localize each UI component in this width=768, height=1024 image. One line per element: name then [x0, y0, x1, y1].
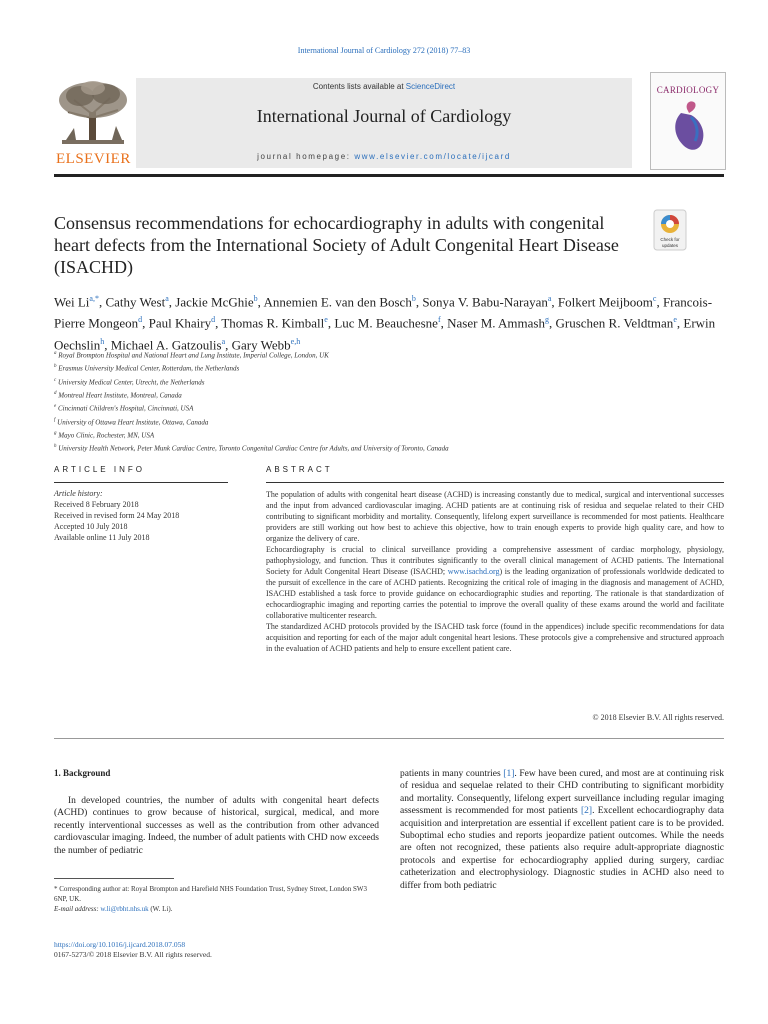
author-6[interactable]: Folkert Meijboom [557, 294, 653, 310]
reference-1-link[interactable]: [1] [503, 769, 515, 779]
author-affiliation-marker[interactable]: c [652, 294, 657, 303]
author-11[interactable]: Naser M. Ammash [447, 315, 545, 331]
affiliation-item [54, 415, 724, 428]
affiliation-item [54, 428, 724, 441]
author-4[interactable]: Annemien E. van den Bosch [263, 294, 412, 310]
author-9[interactable]: Thomas R. Kimball [221, 315, 325, 331]
journal-homepage-line [136, 152, 632, 161]
abstract-rule [266, 482, 724, 483]
contents-line [136, 82, 632, 91]
email-label: E-mail address: [54, 905, 101, 913]
abstract-paragraph-1: The population of adults with congenital heart disease (ACHD) is increasing constantly due to medical, surgical and interventional successes and the input from advanced cardiovascular imaging. ACHD patients are at continuing risk of residua and sequelae related to their CHD contributing to significant morbidity and mortality. Consequently, lifelong expert surveillance is recommended for most patients. Healthcare providers are still working out how best to achieve this objective, how to train enough experts to provide high quality care, and how to organize the delivery of care. [266, 490, 724, 543]
cover-title: CARDIOLOGY [656, 85, 720, 95]
doi-block [54, 940, 212, 960]
journal-homepage-link[interactable]: www.elsevier.com/locate/ijcard [354, 152, 511, 161]
affiliation-key: b [54, 364, 57, 370]
email-line [54, 904, 379, 914]
history-online: Available online 11 July 2018 [54, 533, 150, 542]
article-info-heading: ARTICLE INFO [54, 465, 145, 474]
affiliation-key: c [54, 377, 57, 383]
author-5[interactable]: Sonya V. Babu-Narayan [422, 294, 548, 310]
elsevier-tree-logo [54, 78, 132, 168]
author-14[interactable]: Michael A. Gatzoulis [110, 336, 222, 352]
author-15[interactable]: Gary Webb [231, 336, 291, 352]
affiliation-key: d [54, 390, 57, 396]
affiliation-text: Erasmus University Medical Center, Rotterdam, the Netherlands [58, 364, 240, 373]
affiliation-text: Montreal Heart Institute, Montreal, Canada [58, 391, 182, 400]
history-revised: Received in revised form 24 May 2018 [54, 511, 180, 520]
journal-title: International Journal of Cardiology [256, 106, 512, 126]
author-affiliation-marker[interactable]: g [544, 315, 549, 325]
author-affiliation-marker[interactable]: d [211, 315, 216, 325]
author-affiliation-marker[interactable]: a [221, 336, 226, 346]
affiliation-text: University Health Network, Peter Munk Cardiac Centre, Toronto Congenital Cardiac Centre for Adults, and University of Toronto, Canada [58, 444, 449, 453]
author-affiliation-marker[interactable]: e [324, 315, 328, 325]
affiliation-item [54, 388, 724, 401]
affiliation-text: Mayo Clinic, Rochester, MN, USA [58, 431, 155, 440]
affiliation-list [54, 348, 724, 455]
body-right-end: . Excellent echocardiography data acquisition and interpretation are essential if excellent patient care is to be provided. Suboptimal echo studies and reports jeopardize patient outcomes. While the needs are often not recognized, these patients also require adult-appropriate diagnostic protocols and expertise for echocardiography applied during surgery, cardiac catheterization and electrophysiology. Diagnostic studies in ACHD also need to differ from both pediatric [400, 806, 724, 891]
affiliation-text: University Medical Center, Utrecht, the Netherlands [57, 377, 205, 386]
author-3[interactable]: Jackie McGhie [175, 294, 254, 310]
section-heading-background: 1. Background [54, 768, 111, 778]
header-divider [54, 174, 724, 177]
isachd-link[interactable]: www.isachd.org [447, 567, 500, 576]
affiliation-text: University of Ottawa Heart Institute, Ottawa, Canada [57, 417, 209, 426]
author-affiliation-marker[interactable]: f [437, 315, 441, 325]
author-affiliation-marker[interactable]: h [100, 336, 105, 346]
body-column-left [54, 795, 379, 857]
author-affiliation-marker[interactable]: b [253, 294, 258, 303]
author-list [54, 290, 724, 354]
affiliation-item [54, 361, 724, 374]
email-link[interactable]: w.li@rbht.nhs.uk [100, 905, 149, 913]
article-title: Consensus recommendations for echocardiography in adults with congenital heart defects from the International Society of Adult Congenital Heart Disease (ISACHD) [54, 213, 619, 277]
affiliation-item [54, 401, 724, 414]
author-separator: , [257, 294, 264, 310]
author-1[interactable]: Wei Li [54, 294, 90, 310]
abstract-p2-end: ) is the leading organization of professionals worldwide dedicated to the pursuit of excellence in the care of ACHD patients. Recognizing the critical role of imaging in the diagnosis and management of ACHD, ISACHD established a task force to provide guidance on echocardiographic studies and reporting. The rationale is that standardization of echocardiographic imaging and reporting carries the potential to improve the overall quality of these exams around the world and facilitate collaborative multicenter research. [266, 567, 725, 620]
author-separator: , [415, 294, 423, 310]
article-info-rule [54, 482, 228, 483]
author-10[interactable]: Luc M. Beauchesne [334, 315, 438, 331]
body-right-start: patients in many countries [400, 769, 504, 779]
author-affiliation-marker[interactable]: a,* [89, 294, 99, 303]
author-affiliation-marker[interactable]: a [547, 294, 552, 303]
author-separator: , [440, 315, 448, 331]
abstract-bottom-rule [54, 738, 724, 739]
author-separator: , [548, 315, 556, 331]
author-separator: , [142, 315, 149, 331]
author-7[interactable]: Francois-Pierre Mongeon [54, 294, 713, 331]
crossmark-label-1: Check for [660, 237, 680, 242]
abstract-body [266, 489, 724, 654]
journal-cover-thumbnail[interactable] [650, 72, 726, 170]
affiliation-key: e [54, 404, 57, 410]
author-separator: , [551, 294, 558, 310]
body-right-middle: . Few have been cured, and most are at continuing risk of residua and sequelae related to their CHD contributing to significant morbidity and mortality. Consequently, lifelong expert surveillance including regular imaging assessment is recommended for most patients [400, 769, 724, 817]
author-12[interactable]: Gruschen R. Veldtman [555, 315, 674, 331]
author-8[interactable]: Paul Khairy [148, 315, 212, 331]
corresponding-author-footnote [54, 884, 379, 914]
abstract-paragraph-3: The standardized ACHD protocols provided by the ISACHD task force (found in the appendices) include specific recommendations for data acquisition and reporting for each of the major adult congenital heart lesions. These protocols give a comprehensive and structured approach in the evaluation of ACHD patients and help to ensure excellent patient care. [266, 622, 724, 653]
journal-banner [136, 78, 632, 168]
check-for-updates-badge[interactable] [648, 208, 692, 254]
author-separator: , [656, 294, 663, 310]
affiliation-item [54, 348, 724, 361]
sciencedirect-link[interactable]: ScienceDirect [405, 82, 456, 91]
body-paragraph-left: In developed countries, the number of adults with congenital heart defects (ACHD) continues to grow because of historical, surgical, medical, and more recently interventional successes as well as the contribution from other advanced cardiovascular imaging. Indeed, the number of adult patients with CHD now exceeds the number of pediatric [54, 796, 379, 856]
abstract-copyright: © 2018 Elsevier B.V. All rights reserved. [592, 713, 724, 722]
crossmark-icon [648, 208, 692, 254]
author-affiliation-marker[interactable]: e,h [290, 336, 301, 346]
email-suffix: (W. Li). [148, 905, 173, 913]
abstract-paragraph-2 [266, 544, 724, 621]
author-2[interactable]: Cathy West [105, 294, 166, 310]
author-affiliation-marker[interactable]: e [673, 315, 677, 325]
affiliation-key: a [54, 351, 57, 356]
affiliation-key: g [54, 430, 57, 436]
affiliation-text: Royal Brompton Hospital and National Heart and Lung Institute, Imperial College, London, UK [58, 351, 329, 360]
footnote-rule [54, 878, 174, 879]
author-separator: , [168, 294, 176, 310]
abstract-heading: ABSTRACT [266, 465, 333, 474]
author-affiliation-marker[interactable]: d [138, 315, 143, 325]
affiliation-item [54, 441, 724, 454]
affiliation-item [54, 375, 724, 388]
affiliation-key: f [54, 417, 56, 423]
author-13[interactable]: Erwin Oechslin [54, 315, 716, 352]
author-separator: , [215, 315, 222, 331]
tree-icon [54, 78, 132, 150]
affiliation-key: h [54, 444, 57, 450]
author-separator: , [98, 294, 106, 310]
author-separator: , [327, 315, 335, 331]
body-paragraph-right [400, 768, 724, 892]
abstract-p2-start: Echocardiography is crucial to clinical surveillance providing a comprehensive assessment of cardiac morphology, physiology, pathophysiology, and function. Thus it contributes significantly to the overall clinical management of ACHD patients. The International Society for Adult Congenital Heart Disease (ISACHD; [266, 545, 724, 576]
journal-citation-link[interactable]: International Journal of Cardiology 272 (2018) 77–83 [297, 46, 471, 55]
corresponding-author: * Corresponding author at: Royal Brompton and Harefield NHS Foundation Trust, Sydney Street, London SW3 6NP, UK. [54, 885, 368, 903]
body-column-right [400, 768, 724, 892]
elsevier-wordmark: ELSEVIER [56, 151, 131, 167]
history-accepted: Accepted 10 July 2018 [54, 522, 128, 531]
history-label: Article history: [54, 489, 103, 498]
author-separator: , [225, 336, 232, 352]
reference-2-link[interactable]: [2] [581, 806, 593, 817]
author-affiliation-marker[interactable]: a [165, 294, 169, 303]
article-history [54, 488, 244, 543]
masthead [54, 78, 724, 168]
crossmark-label-2: updates [661, 243, 679, 248]
homepage-label: journal homepage: [257, 152, 355, 161]
history-received: Received 8 February 2018 [54, 500, 139, 509]
author-affiliation-marker[interactable]: b [411, 294, 416, 303]
author-separator: , [104, 336, 111, 352]
author-separator: , [676, 315, 684, 331]
issn-line: 0167-5273/© 2018 Elsevier B.V. All rights reserved. [54, 950, 212, 959]
doi-link[interactable]: https://doi.org/10.1016/j.ijcard.2018.07.058 [54, 940, 186, 949]
affiliation-text: Cincinnati Children's Hospital, Cincinnati, USA [57, 404, 194, 413]
contents-prefix: Contents lists available at [312, 82, 406, 91]
